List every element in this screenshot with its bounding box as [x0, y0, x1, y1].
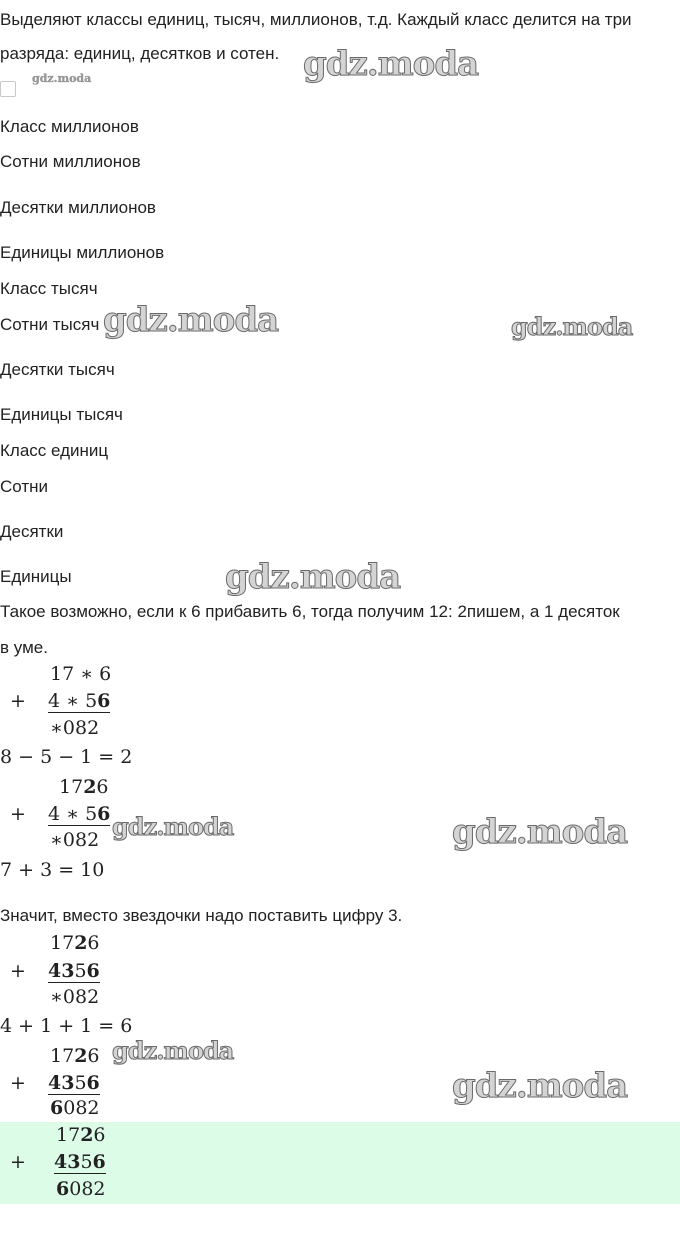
units-units: Единицы	[0, 567, 72, 586]
thousands-hundreds: Сотни тысяч	[0, 315, 100, 334]
plus-sign: +	[10, 690, 26, 712]
explanation-line-2: в уме.	[0, 638, 48, 657]
step4-addend-b: 4356	[48, 1072, 100, 1094]
watermark: gdz.moda	[112, 1036, 234, 1065]
thousands-class-title: Класс тысяч	[0, 279, 98, 298]
plus-sign: +	[10, 803, 26, 825]
watermark: gdz.moda	[452, 812, 628, 852]
millions-units: Единицы миллионов	[0, 243, 165, 262]
thousands-units: Единицы тысяч	[0, 405, 123, 424]
step3-addend-b: 4356	[48, 960, 100, 982]
millions-hundreds: Сотни миллионов	[0, 152, 141, 171]
step1-sum: ∗082	[50, 717, 100, 739]
step4-sum: 6082	[50, 1097, 100, 1119]
units-hundreds: Сотни	[0, 477, 49, 496]
equation-2: 7 + 3 = 10	[0, 859, 105, 881]
watermark: gdz.moda	[103, 300, 279, 340]
explanation-line-1: Такое возможно, если к 6 прибавить 6, тогда получим 12: 2пишем, а 1 десяток	[0, 602, 620, 621]
step2-sum: ∗082	[50, 829, 100, 851]
millions-tens: Десятки миллионов	[0, 198, 156, 217]
plus-sign: +	[10, 1072, 26, 1094]
watermark: gdz.moda	[452, 1066, 628, 1106]
step2-addend-b: 4 ∗ 56	[48, 803, 111, 825]
final-sum: 6082	[56, 1178, 106, 1200]
step3-sum: ∗082	[50, 986, 100, 1008]
step1-addend-a: 17 ∗ 6	[50, 663, 112, 685]
equation-1: 8 − 5 − 1 = 2	[0, 746, 133, 768]
step3-addend-a: 1726	[50, 932, 100, 954]
units-tens: Десятки	[0, 522, 64, 541]
watermark: gdz.moda	[112, 812, 234, 841]
step2-addend-a: 1726	[59, 776, 109, 798]
final-addend-a: 1726	[56, 1124, 106, 1146]
units-class-title: Класс единиц	[0, 441, 109, 460]
thousands-tens: Десятки тысяч	[0, 360, 115, 379]
plus-sign: +	[10, 960, 26, 982]
watermark: gdz.moda	[511, 312, 633, 341]
step1-addend-b: 4 ∗ 56	[48, 690, 111, 712]
conclusion: Значит, вместо звездочки надо поставить цифру 3.	[0, 906, 403, 925]
intro-line-2: разряда: единиц, десятков и сотен.	[0, 44, 280, 63]
broken-image-icon	[0, 81, 16, 97]
watermark: gdz.moda	[225, 557, 401, 597]
intro-line-1: Выделяют классы единиц, тысяч, миллионов, т.д. Каждый класс делится на три	[0, 10, 632, 29]
watermark: gdz.moda	[303, 44, 479, 84]
step4-addend-a: 1726	[50, 1045, 100, 1067]
watermark-small: gdz.moda	[32, 72, 92, 85]
equation-3: 4 + 1 + 1 = 6	[0, 1015, 133, 1037]
final-addend-b: 4356	[54, 1151, 106, 1173]
millions-class-title: Класс миллионов	[0, 117, 139, 136]
plus-sign: +	[10, 1151, 26, 1173]
